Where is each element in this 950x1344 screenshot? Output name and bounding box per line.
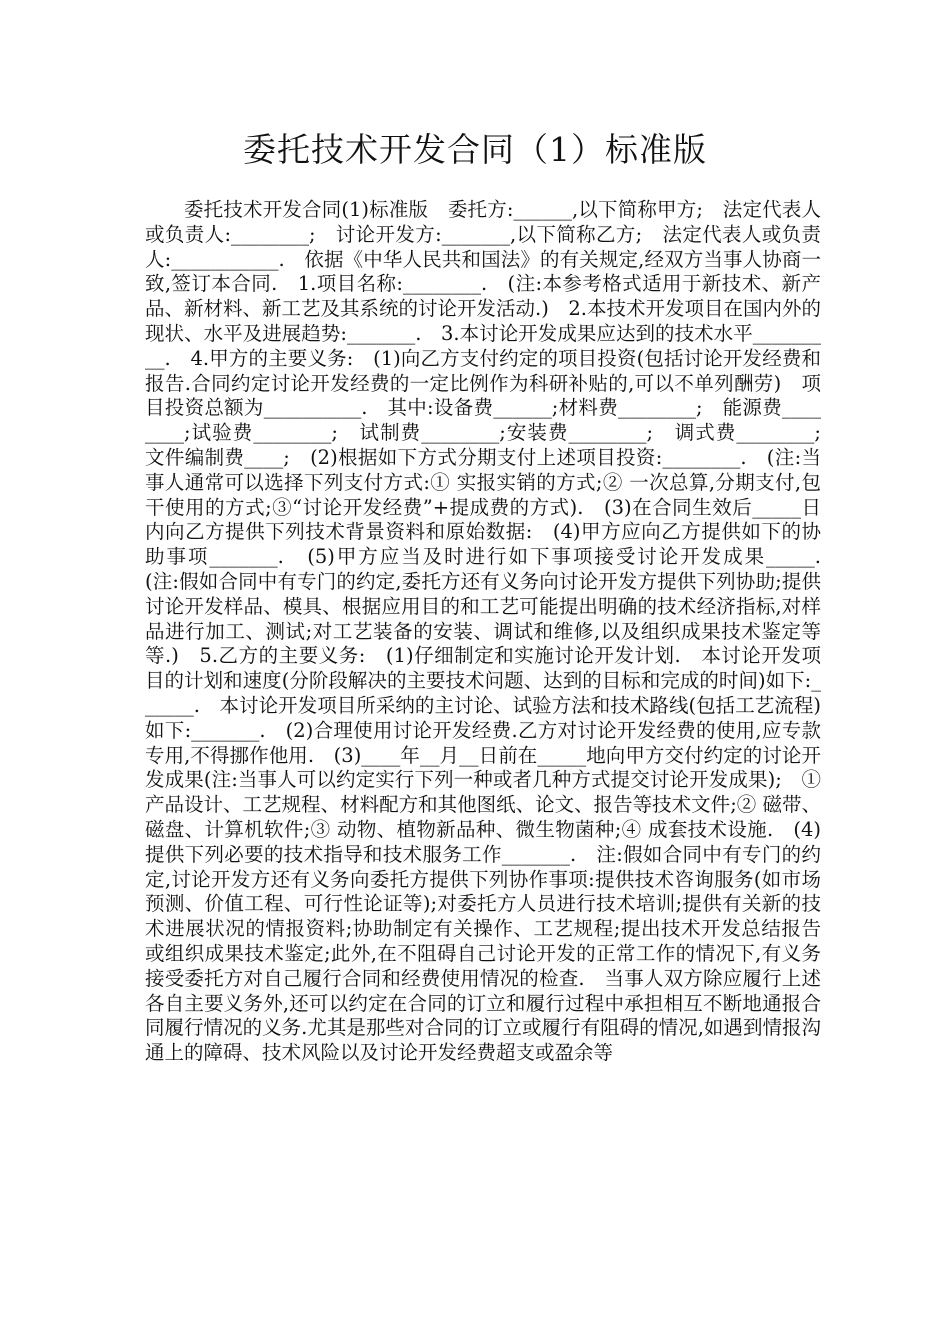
document-body: 委托技术开发合同(1)标准版 委托方:______,以下简称甲方; 法定代表人或负责人:________; 讨论开发方:_______,以下简称乙方; 法定代表人或负责人:___________. 依据《中华人民共和国法》的有关规定,经双方当事人协商一致,签订本合同. 1.项目名称:________. (注:本参考格式适用于新技术、新产品、新材料、新工艺及其系统的讨论开发活动.) 2.本技术开发项目在国内外的现状、水平及进展趋势:_______. 3.本讨论开发成果应达到的技术水平_________. 4.甲方的主要义务: (1)向乙方支付约定的项目投资(包括讨论开发经费和报告.合同约定讨论开发经费的一定比例作为科研补贴的,可以不单列酬劳) 项目投资总额为__________. 其中:设备费______;材料费________; 能源费________;试验费________; 试制费________;安装费________; 调式费________;文件编制费____; (2)根据如下方式分期支付上述项目投资:________. (注:当事人通常可以选择下列支付方式:① 实报实销的方式;② 一次总算,分期支付,包干使用的方式;③“讨论开发经费”+提成费的方式). (3)在合同生效后_____日内向乙方提供下列技术背景资料和原始数据: (4)甲方应向乙方提供如下的协助事项_______. (5)甲方应当及时进行如下事项接受讨论开发成果_____. (注:假如合同中有专门的约定,委托方还有义务向讨论开发方提供下列协助;提供讨论开发样品、模具、根据应用目的和工艺可能提出明确的技术经济指标,对样品进行加工、测试;对工艺装备的安装、调试和维修,以及组织成果技术鉴定等等.) 5.乙方的主要义务: (1)仔细制定和实施讨论开发计划. 本讨论开发项目的计划和速度(分阶段解决的主要技术问题、达到的目标和完成的时间)如下:______. 本讨论开发项目所采纳的主讨论、试验方法和技术路线(包括工艺流程)如下:_______. (2)合理使用讨论开发经费.乙方对讨论开发经费的使用,应专款专用,不得挪作他用. (3)____年__月__日前在_____地向甲方交付约定的讨论开发成果(注:当事人可以约定实行下列一种或者几种方式提交讨论开发成果); ①产品设计、工艺规程、材料配方和其他图纸、论文、报告等技术文件;② 磁带、磁盘、计算机软件;③ 动物、植物新品种、微生物菌种;④ 成套技术设施. (4)提供下列必要的技术指导和技术服务工作_______. 注:假如合同中有专门的约定,讨论开发方还有义务向委托方提供下列协作事项:提供技术咨询服务(如市场预测、价值工程、可行性论证等);对委托方人员进行技术培训;提供有关新的技术进展状况的情报资料;协助制定有关操作、工艺规程;提出技术开发总结报告或组织成果技术鉴定;此外,在不阻碍自己讨论开发的正常工作的情况下,有义务接受委托方对自己履行合同和经费使用情况的检查. 当事人双方除应履行上述各自主要义务外,还可以约定在合同的订立和履行过程中承担相互不断地通报合同履行情况的义务.尤其是那些对合同的订立或履行有阻碍的情况,如遇到情报沟通上的障碍、技术风险以及讨论开发经费超支或盈余等 (145, 198, 841, 1065)
document-title: 委托技术开发合同（1）标准版 (243, 130, 707, 169)
